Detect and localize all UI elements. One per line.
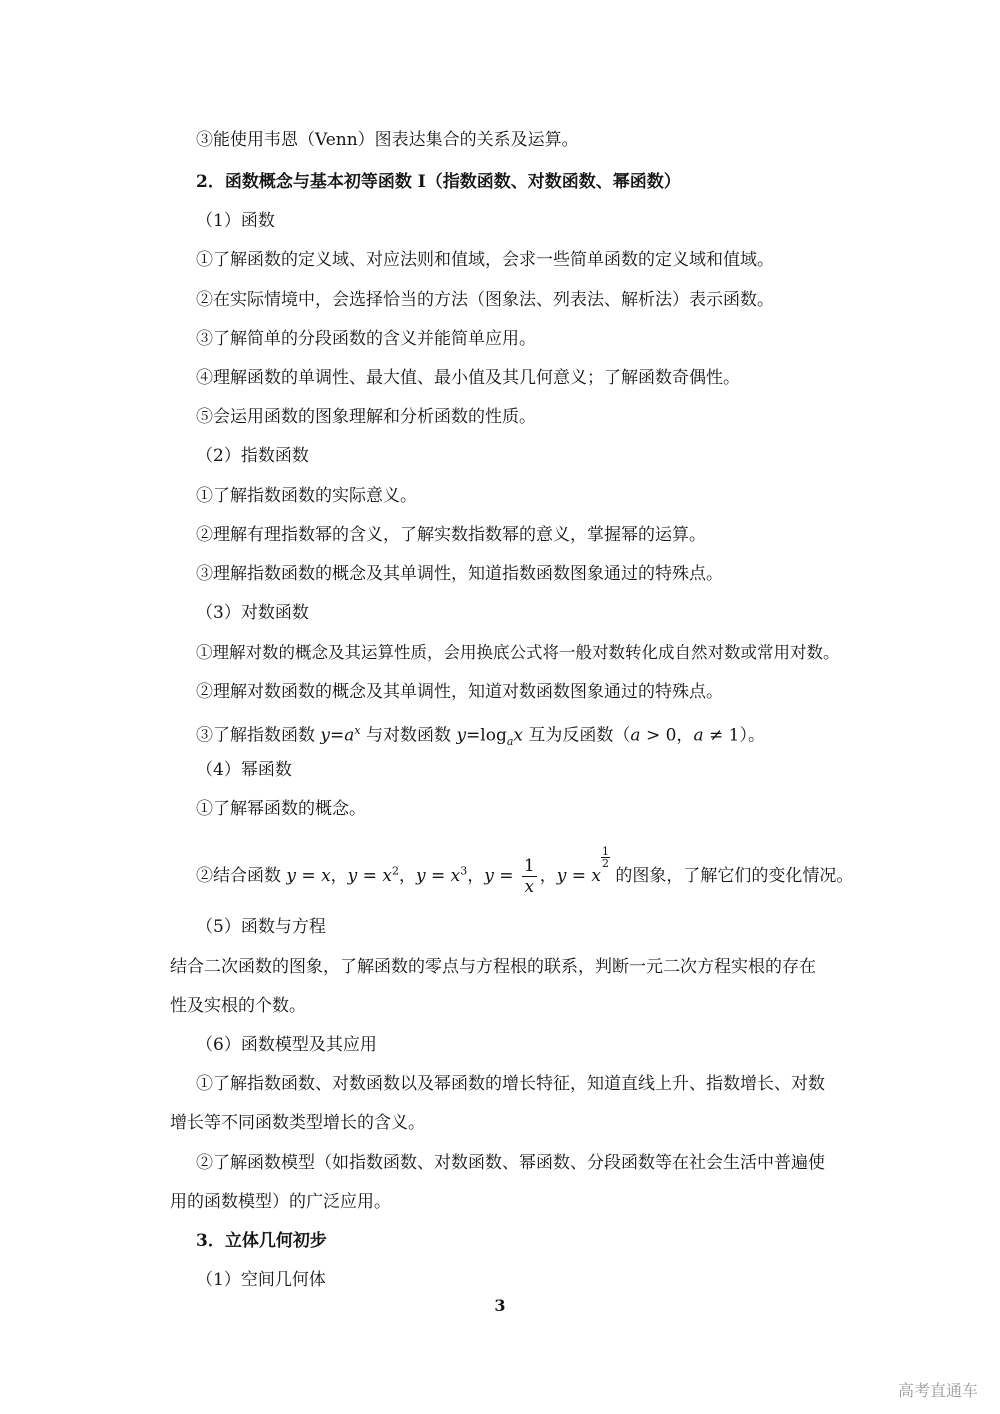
math-op: = bbox=[566, 866, 592, 886]
math-op: =log bbox=[466, 725, 507, 746]
text-segment: ， bbox=[539, 866, 557, 886]
fraction-denominator: x bbox=[524, 877, 535, 897]
text-segment: 的图象，了解它们的变化情况。 bbox=[609, 866, 854, 886]
subsection-heading: （4）幂函数 bbox=[196, 760, 292, 780]
text-line: 增长等不同函数类型增长的含义。 bbox=[170, 1113, 425, 1133]
subsection-heading: （1）函数 bbox=[196, 211, 275, 231]
text-line: ②了解函数模型（如指数函数、对数函数、幂函数、分段函数等在社会生活中普遍使 bbox=[196, 1153, 825, 1173]
math-var: x bbox=[382, 866, 392, 886]
text-line: ①了解幂函数的概念。 bbox=[196, 799, 366, 819]
math-var: a bbox=[630, 725, 641, 746]
math-var: x bbox=[591, 866, 601, 886]
math-var: y bbox=[320, 725, 331, 746]
subsection-heading: （6）函数模型及其应用 bbox=[196, 1035, 377, 1055]
page-number: 3 bbox=[494, 1296, 506, 1315]
text-line: ②在实际情境中，会选择恰当的方法（图象法、列表法、解析法）表示函数。 bbox=[196, 290, 774, 310]
text-line: ④理解函数的单调性、最大值、最小值及其几何意义；了解函数奇偶性。 bbox=[196, 368, 740, 388]
subsection-heading: （3）对数函数 bbox=[196, 603, 309, 623]
text-segment: 互为反函数（ bbox=[523, 725, 631, 746]
text-line: ①了解指数函数的实际意义。 bbox=[196, 486, 417, 506]
math-fraction bbox=[522, 856, 537, 897]
text-segment: ， bbox=[467, 866, 485, 886]
text-line: ②理解对数函数的概念及其单调性，知道对数函数图象通过的特殊点。 bbox=[196, 682, 723, 702]
math-op: = bbox=[330, 725, 345, 746]
watermark: 高考直通车 bbox=[897, 1381, 978, 1400]
text-line: 结合二次函数的图象，了解函数的零点与方程根的联系，判断一元二次方程实根的存在 bbox=[170, 957, 816, 977]
math-op: = bbox=[296, 866, 322, 886]
section-heading: 2．函数概念与基本初等函数 I（指数函数、对数函数、幂函数） bbox=[196, 172, 681, 192]
fraction-numerator: 1 bbox=[523, 856, 535, 876]
text-segment: ， bbox=[398, 866, 416, 886]
math-var: a bbox=[693, 725, 704, 746]
text-segment: ③了解指数函数 bbox=[196, 725, 321, 746]
math-var: y bbox=[347, 866, 358, 886]
text-line: ①了解指数函数、对数函数以及幂函数的增长特征，知道直线上升、指数增长、对数 bbox=[196, 1074, 825, 1094]
text-segment: ， bbox=[330, 866, 348, 886]
math-fraction-exponent bbox=[601, 846, 610, 869]
text-line: ②理解有理指数幂的含义，了解实数指数幂的意义，掌握幂的运算。 bbox=[196, 525, 706, 545]
math-op: > 0， bbox=[640, 725, 694, 746]
math-var: x bbox=[513, 725, 524, 746]
subsection-heading: （1）空间几何体 bbox=[196, 1270, 326, 1290]
math-var: x bbox=[321, 866, 331, 886]
math-var: y bbox=[286, 866, 297, 886]
fraction-denominator: 2 bbox=[601, 857, 609, 870]
text-line-inverse-functions bbox=[196, 719, 765, 754]
math-op: = bbox=[493, 866, 519, 886]
math-subscript: a bbox=[506, 735, 514, 749]
text-line: ⑤会运用函数的图象理解和分析函数的性质。 bbox=[196, 407, 536, 427]
text-line: ①理解对数的概念及其运算性质，会用换底公式将一般对数转化成自然对数或常用对数。 bbox=[196, 643, 840, 662]
text-segment: ②结合函数 bbox=[196, 866, 287, 886]
math-exponent: 2 bbox=[391, 864, 399, 878]
math-op: = bbox=[425, 866, 451, 886]
subsection-heading: （5）函数与方程 bbox=[196, 917, 326, 937]
text-line: 性及实根的个数。 bbox=[170, 996, 306, 1016]
text-line: 用的函数模型）的广泛应用。 bbox=[170, 1192, 391, 1212]
math-var: y bbox=[456, 725, 467, 746]
text-line: ③了解简单的分段函数的含义并能简单应用。 bbox=[196, 329, 536, 349]
math-var: y bbox=[484, 866, 494, 886]
fraction-numerator: 1 bbox=[601, 845, 609, 858]
math-op: = bbox=[357, 866, 383, 886]
text-segment: ≠ 1）。 bbox=[703, 725, 765, 746]
math-var: y bbox=[415, 866, 426, 886]
subsection-heading: （2）指数函数 bbox=[196, 446, 309, 466]
text-segment: 与对数函数 bbox=[360, 725, 457, 746]
math-var: a bbox=[344, 725, 355, 746]
text-line: ③能使用韦恩（Venn）图表达集合的关系及运算。 bbox=[196, 130, 579, 150]
math-exponent: x bbox=[354, 724, 361, 737]
text-line: ③理解指数函数的概念及其单调性，知道指数函数图象通过的特殊点。 bbox=[196, 564, 723, 584]
text-line-power-functions bbox=[196, 846, 853, 898]
section-heading: 3．立体几何初步 bbox=[196, 1231, 327, 1251]
math-var: x bbox=[450, 866, 461, 886]
math-var: y bbox=[556, 866, 567, 886]
math-exponent: 3 bbox=[460, 864, 468, 878]
text-line: ①了解函数的定义域、对应法则和值域，会求一些简单函数的定义域和值域。 bbox=[196, 250, 774, 270]
